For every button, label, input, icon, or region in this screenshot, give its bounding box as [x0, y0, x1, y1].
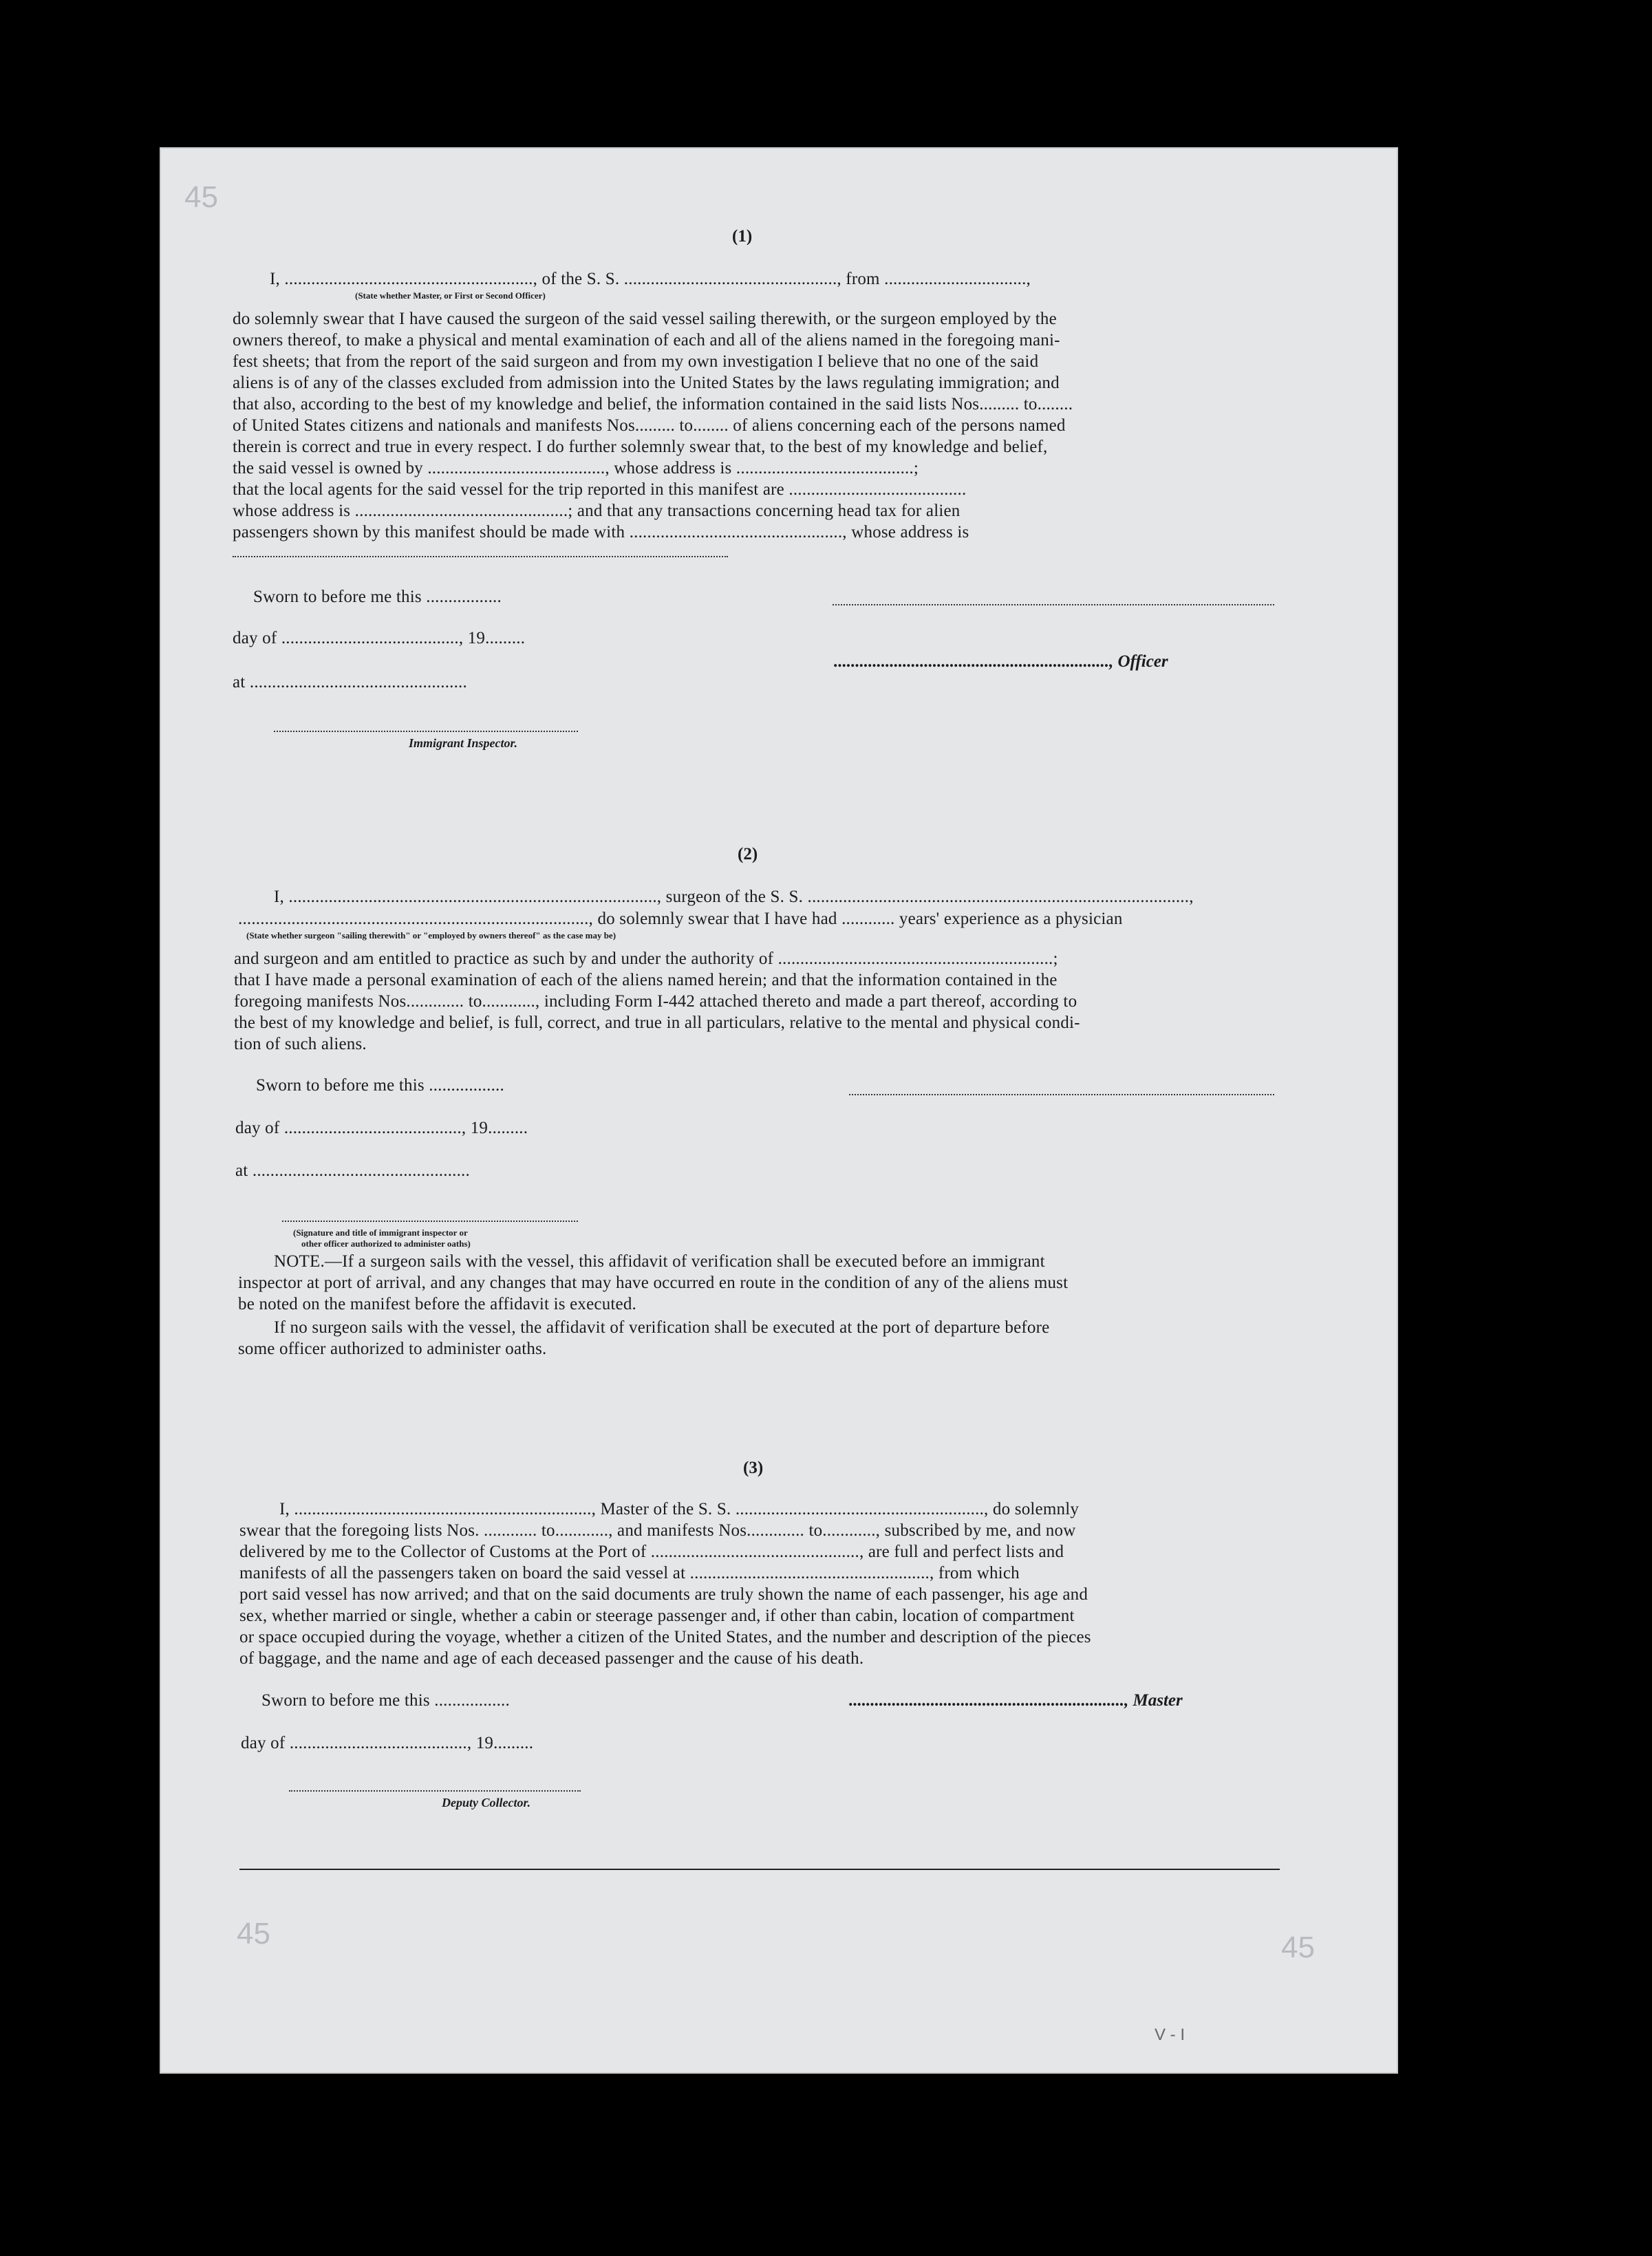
section-1-line: the said vessel is owned by ........................................, whose address is ........................................;: [233, 459, 919, 477]
day-line: day of ........................................, 19.........: [233, 629, 526, 647]
page-number-mark: 45: [237, 1917, 270, 1951]
section-2-number: (2): [738, 845, 758, 863]
section-3-number: (3): [743, 1459, 764, 1477]
section-2-line: and surgeon and am entitled to practice as such by and under the authority of ..............................................................;: [234, 949, 1058, 968]
section-2-hint: (State whether surgeon "sailing therewith" or "employed by owners thereof" as the case may be): [246, 930, 616, 941]
section-3-line: or space occupied during the voyage, whether a citizen of the United States, and the number and description of the pieces: [239, 1628, 1091, 1646]
note-line: some officer authorized to administer oaths.: [238, 1340, 547, 1358]
section-3-line: of baggage, and the name and age of each deceased passenger and the cause of his death.: [239, 1649, 864, 1668]
at-line: at .................................................: [233, 673, 467, 691]
page-number-mark: 45: [1281, 1931, 1315, 1964]
day-line: day of ........................................, 19.........: [241, 1734, 534, 1752]
section-1-line: do solemnly swear that I have caused the surgeon of the said vessel sailing therewith, or the surgeon employed by the: [233, 310, 1057, 328]
section-1-line: that also, according to the best of my knowledge and belief, the information contained in the said lists Nos......... to........: [233, 395, 1073, 413]
signature-line: [274, 731, 578, 732]
section-1-hint: (State whether Master, or First or Second Officer): [355, 290, 546, 301]
section-1-line: aliens is of any of the classes excluded from admission into the United States by the laws regulating immigration; and: [233, 374, 1060, 392]
section-3-line: I, ..................................................................., Master of the S. S. ........................................................, do solemnly: [279, 1500, 1080, 1518]
at-line: at .................................................: [235, 1161, 470, 1180]
sworn-line: Sworn to before me this .................: [253, 588, 502, 606]
sworn-line: Sworn to before me this .................: [256, 1076, 504, 1095]
signature-line: [849, 1094, 1274, 1095]
section-3-line: manifests of all the passengers taken on board the said vessel at ......................................................, from which: [239, 1564, 1020, 1582]
section-1-number: (1): [732, 227, 753, 246]
signature-caption: (Signature and title of immigrant inspector or: [293, 1227, 468, 1238]
manifest-back-page: [160, 147, 1398, 2074]
section-1-line: whose address is ................................................; and that any transactions concerning head tax for alien: [233, 502, 961, 520]
section-2-line: foregoing manifests Nos............. to............, including Form I-442 attached thereto and made a part thereof, according to: [234, 992, 1077, 1011]
section-1-line: that the local agents for the said vessel for the trip reported in this manifest are ........................................: [233, 480, 967, 499]
section-1-line: passengers shown by this manifest should be made with ................................................, whose address is: [233, 523, 969, 541]
section-3-line: sex, whether married or single, whether a cabin or steerage passenger and, if other than cabin, location of compartment: [239, 1607, 1075, 1625]
note-line: NOTE.—If a surgeon sails with the vessel, this affidavit of verification shall be executed before an immigrant: [274, 1252, 1045, 1271]
day-line: day of ........................................, 19.........: [235, 1119, 528, 1137]
note-line: be noted on the manifest before the affidavit is executed.: [238, 1295, 636, 1313]
signature-line: [289, 1790, 581, 1792]
signature-line: [282, 1221, 578, 1222]
form-code: V - I: [1155, 2026, 1186, 2044]
officer-signature-line: ................................................................, Officer: [834, 652, 1168, 671]
deputy-collector-label: Deputy Collector.: [442, 1796, 530, 1809]
section-2-line: the best of my knowledge and belief, is full, correct, and true in all particulars, relative to the mental and physical condi-: [234, 1013, 1080, 1032]
section-2-line: I, ..................................................................................., surgeon of the S. S. ......................................................................................,: [274, 888, 1194, 906]
section-3-line: port said vessel has now arrived; and that on the said documents are truly shown the name of each passenger, his age and: [239, 1585, 1088, 1604]
note-line: If no surgeon sails with the vessel, the affidavit of verification shall be executed at the port of departure before: [274, 1318, 1050, 1337]
note-line: inspector at port of arrival, and any changes that may have occurred en route in the condition of any of the aliens must: [238, 1274, 1069, 1292]
blank-line: [233, 556, 728, 557]
immigrant-inspector-label: Immigrant Inspector.: [409, 736, 518, 750]
section-1-line: therein is correct and true in every respect. I do further solemnly swear that, to the best of my knowledge and belief,: [233, 438, 1048, 456]
section-2-line: tion of such aliens.: [234, 1035, 367, 1053]
page-number-mark: 45: [184, 180, 218, 214]
bottom-rule: [239, 1869, 1280, 1870]
section-1-line: fest sheets; that from the report of the said surgeon and from my own investigation I believe that no one of the said: [233, 352, 1039, 371]
section-3-line: delivered by me to the Collector of Customs at the Port of ..............................................., are full and perfect lists and: [239, 1543, 1064, 1561]
section-1-line: of United States citizens and nationals and manifests Nos......... to........ of aliens concerning each of the persons named: [233, 416, 1066, 435]
master-signature-line: ................................................................, Master: [849, 1691, 1183, 1710]
section-1-line: owners thereof, to make a physical and mental examination of each and all of the aliens named in the foregoing mani-: [233, 331, 1060, 350]
sworn-line: Sworn to before me this .................: [261, 1691, 510, 1710]
section-1-line: I, ........................................................, of the S. S. ................................................, from ................................,: [270, 270, 1031, 288]
signature-caption: other officer authorized to administer oaths): [301, 1238, 471, 1249]
section-2-line: that I have made a personal examination of each of the aliens named herein; and that the information contained in the: [234, 971, 1058, 989]
signature-line: [833, 604, 1274, 605]
section-2-line: ..............................................................................., do solemnly swear that I have had ............ years' experience as a physician: [238, 910, 1123, 928]
section-3-line: swear that the foregoing lists Nos. ............ to............, and manifests Nos............. to............, subscribed by me, and now: [239, 1521, 1076, 1540]
